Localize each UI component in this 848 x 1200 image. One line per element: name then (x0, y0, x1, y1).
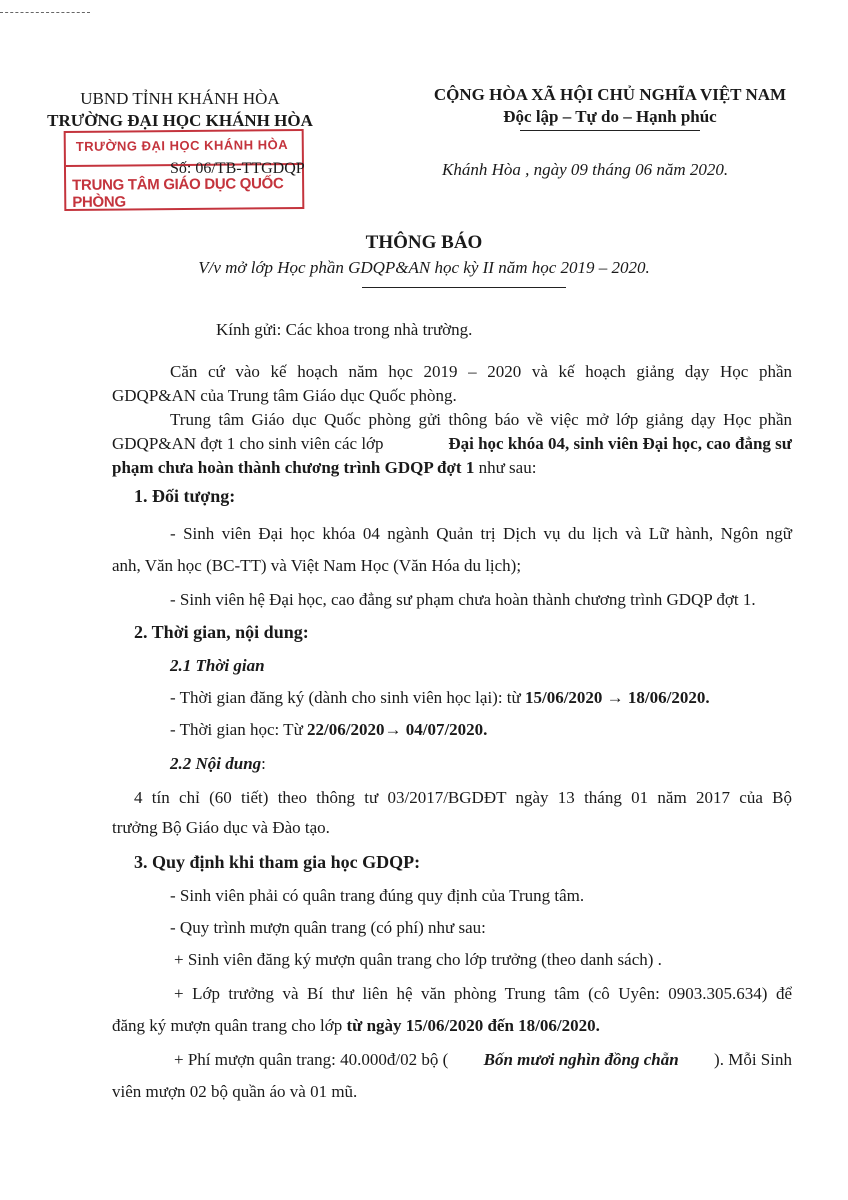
motto: Độc lập – Tự do – Hạnh phúc (503, 107, 717, 126)
intro-p2-line3 (112, 458, 536, 478)
section2-heading: 2. Thời gian, nội dung: (134, 622, 309, 642)
intro-p2-line1: Trung tâm Giáo dục Quốc phòng gửi thông báo về việc mở lớp giảng dạy Học phần (170, 410, 792, 429)
intro-p2-line2-normal: GDQP&AN đợt 1 cho sinh viên các lớp (112, 434, 384, 453)
section2-sub2-label: 2.2 Nội dung (170, 754, 262, 773)
document-subtitle: V/v mở lớp Học phần GDQP&AN học kỳ II năm học 2019 – 2020. (198, 258, 650, 277)
fee-label: + Phí mượn quân trang: 40.000đ/02 bộ ( (174, 1050, 449, 1069)
greeting: Kính gửi: Các khoa trong nhà trường. (216, 320, 473, 339)
study-label: - Thời gian học: Từ (170, 720, 308, 739)
section3-item3: + Sinh viên đăng ký mượn quân trang cho lớp trưởng (theo danh sách) . (174, 950, 662, 969)
nation-name: CỘNG HÒA XÃ HỘI CHỦ NGHĨA VIỆT NAM (433, 85, 787, 104)
section3-item4-line2-normal: đăng ký mượn quân trang cho lớp (112, 1016, 347, 1035)
motto-underline (520, 130, 700, 131)
section2-sub1: 2.1 Thời gian (170, 656, 265, 675)
section3-item2: - Quy trình mượn quân trang (có phí) như sau: (170, 918, 486, 937)
school-name: TRƯỜNG ĐẠI HỌC KHÁNH HÒA (47, 111, 313, 130)
stamp-line2: TRUNG TÂM GIÁO DỤC QUỐC PHÒNG (72, 175, 284, 211)
intro-p1-line1: Căn cứ vào kế hoạch năm học 2019 – 2020 và kế hoạch giảng dạy Học phần (170, 362, 792, 381)
registration-label: - Thời gian đăng ký (dành cho sinh viên học lại): từ (170, 688, 525, 707)
intro-p2-line3-bold: phạm chưa hoàn thành chương trình GDQP đợt 1 (112, 458, 475, 477)
section3-item5-line2: viên mượn 02 bộ quần áo và 01 mũ. (112, 1082, 358, 1101)
intro-p2-line2 (112, 434, 792, 454)
section3-item4-line2-bold: từ ngày 15/06/2020 đến 18/06/2020. (346, 1016, 600, 1035)
section2-sub2 (170, 754, 266, 774)
registration-period (170, 688, 710, 708)
section3-item5-line1 (174, 1050, 792, 1070)
stamp-line1: TRƯỜNG ĐẠI HỌC KHÁNH HÒA (75, 137, 289, 154)
title-underline (362, 287, 566, 288)
scan-edge-line (0, 12, 90, 13)
intro-p2-line2-bold: Đại học khóa 04, sinh viên Đại học, cao đẳng sư (448, 434, 792, 453)
document-title: THÔNG BÁO (365, 232, 483, 253)
section1-item2: - Sinh viên hệ Đại học, cao đẳng sư phạm chưa hoàn thành chương trình GDQP đợt 1. (170, 590, 756, 609)
content-line1: 4 tín chỉ (60 tiết) theo thông tư 03/2017/BGDĐT ngày 13 tháng 01 năm 2017 của Bộ (134, 788, 792, 807)
document-number: Số: 06/TB-TTGDQP (170, 160, 305, 177)
section2-sub2-colon: : (261, 754, 266, 773)
section1-item1-line2: anh, Văn học (BC-TT) và Việt Nam Học (Văn Hóa du lịch); (112, 556, 522, 575)
content-line2: trưởng Bộ Giáo dục và Đào tạo. (112, 818, 330, 837)
org-name: UBND TỈNH KHÁNH HÒA (80, 89, 280, 108)
intro-p1-line2: GDQP&AN của Trung tâm Giáo dục Quốc phòng. (112, 386, 457, 405)
section3-item4-line2 (112, 1016, 600, 1036)
section1-heading: 1. Đối tượng: (134, 486, 236, 506)
document-date: Khánh Hòa , ngày 09 tháng 06 năm 2020. (442, 160, 729, 179)
study-period (170, 720, 487, 740)
section3-item4-line1: + Lớp trưởng và Bí thư liên hệ văn phòng Trung tâm (cô Uyên: 0903.305.634) để (174, 984, 792, 1003)
study-value: 22/06/2020→ 04/07/2020. (307, 720, 488, 739)
section3-item1: - Sinh viên phải có quân trang đúng quy định của Trung tâm. (170, 886, 585, 905)
fee-words: Bốn mươi nghìn đồng chẵn (483, 1050, 679, 1069)
section1-item1-line1: - Sinh viên Đại học khóa 04 ngành Quản trị Dịch vụ du lịch và Lữ hành, Ngôn ngữ (170, 524, 792, 543)
registration-value: 15/06/2020 → 18/06/2020. (524, 688, 710, 707)
intro-p2-line3-normal: như sau: (474, 458, 537, 477)
section3-heading: 3. Quy định khi tham gia học GDQP: (134, 852, 421, 872)
fee-tail: ). Mỗi Sinh (714, 1050, 792, 1069)
